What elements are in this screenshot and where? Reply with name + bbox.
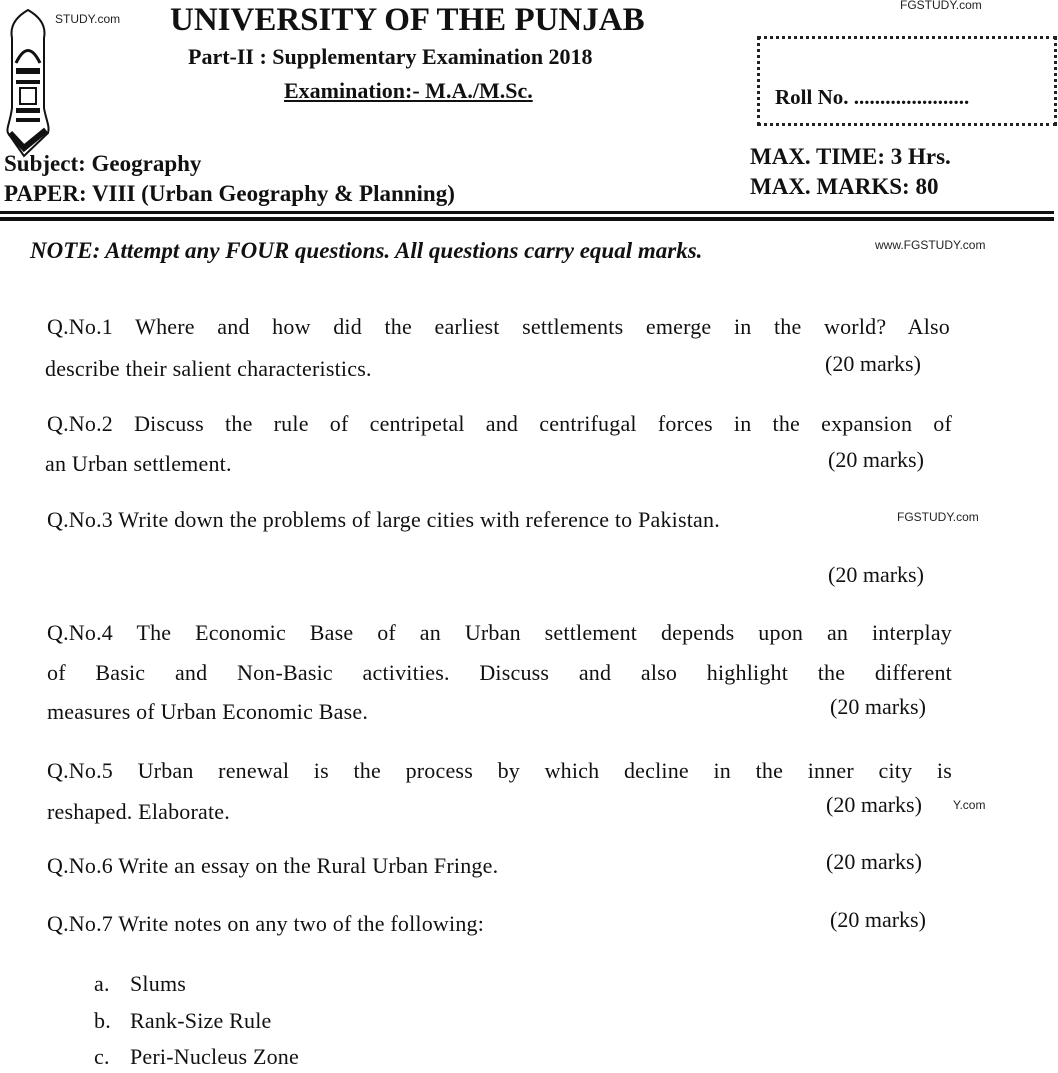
watermark: STUDY.com xyxy=(55,12,121,26)
university-title: UNIVERSITY OF THE PUNJAB xyxy=(170,2,645,38)
question-2-marks: (20 marks) xyxy=(828,447,924,472)
list-item xyxy=(94,1008,272,1034)
question-5-line: Q.No.5 Urban renewal is the process by which decline in the inner city is xyxy=(47,758,952,783)
question-4-marks: (20 marks) xyxy=(830,694,926,719)
question-5-marks: (20 marks) xyxy=(826,792,922,817)
question-4-line: measures of Urban Economic Base. xyxy=(47,699,369,724)
question-6-marks: (20 marks) xyxy=(826,849,922,874)
question-3-marks: (20 marks) xyxy=(828,562,924,587)
watermark: FGSTUDY.com xyxy=(900,0,982,12)
list-text: Slums xyxy=(130,971,187,996)
question-1-line: describe their salient characteristics. xyxy=(45,356,372,381)
list-text: Rank-Size Rule xyxy=(130,1008,272,1033)
question-4-line: Q.No.4 The Economic Base of an Urban settlement depends upon an interplay xyxy=(47,620,952,645)
university-logo xyxy=(4,8,52,158)
max-time: MAX. TIME: 3 Hrs. xyxy=(750,144,951,169)
question-2-line: an Urban settlement. xyxy=(45,451,232,476)
roll-no-box xyxy=(757,36,1057,126)
list-text: Peri-Nucleus Zone xyxy=(130,1044,299,1069)
list-letter: c. xyxy=(94,1044,110,1069)
watermark: Y.com xyxy=(953,798,986,812)
divider xyxy=(0,217,1054,221)
exam-part: Part-II : Supplementary Examination 2018 xyxy=(188,44,593,69)
exam-type: Examination:- M.A./M.Sc. xyxy=(284,78,533,103)
list-letter: b. xyxy=(94,1008,111,1033)
instructions-note: NOTE: Attempt any FOUR questions. All questions carry equal marks. xyxy=(30,238,703,263)
subject: Subject: Geography xyxy=(4,151,202,176)
question-4-line: of Basic and Non-Basic activities. Discuss and also highlight the different xyxy=(47,660,952,685)
question-7-marks: (20 marks) xyxy=(830,907,926,932)
question-6-line: Q.No.6 Write an essay on the Rural Urban Fringe. xyxy=(47,853,499,878)
list-item xyxy=(94,971,186,997)
question-5-line: reshaped. Elaborate. xyxy=(47,799,230,824)
watermark: www.FGSTUDY.com xyxy=(875,238,986,252)
question-1-marks: (20 marks) xyxy=(825,351,921,376)
max-marks: MAX. MARKS: 80 xyxy=(750,174,939,199)
question-3-line: Q.No.3 Write down the problems of large cities with reference to Pakistan. xyxy=(47,507,720,532)
list-letter: a. xyxy=(94,971,110,996)
watermark: FGSTUDY.com xyxy=(897,510,979,524)
question-2-line: Q.No.2 Discuss the rule of centripetal and centrifugal forces in the expansion of xyxy=(47,411,952,436)
divider xyxy=(0,211,1054,214)
question-1-line: Q.No.1 Where and how did the earliest settlements emerge in the world? Also xyxy=(47,314,950,339)
list-item xyxy=(94,1044,299,1070)
roll-no-field[interactable]: Roll No. ...................... xyxy=(775,85,970,109)
question-7-line: Q.No.7 Write notes on any two of the following: xyxy=(47,911,485,936)
paper-title: PAPER: VIII (Urban Geography & Planning) xyxy=(4,181,455,206)
